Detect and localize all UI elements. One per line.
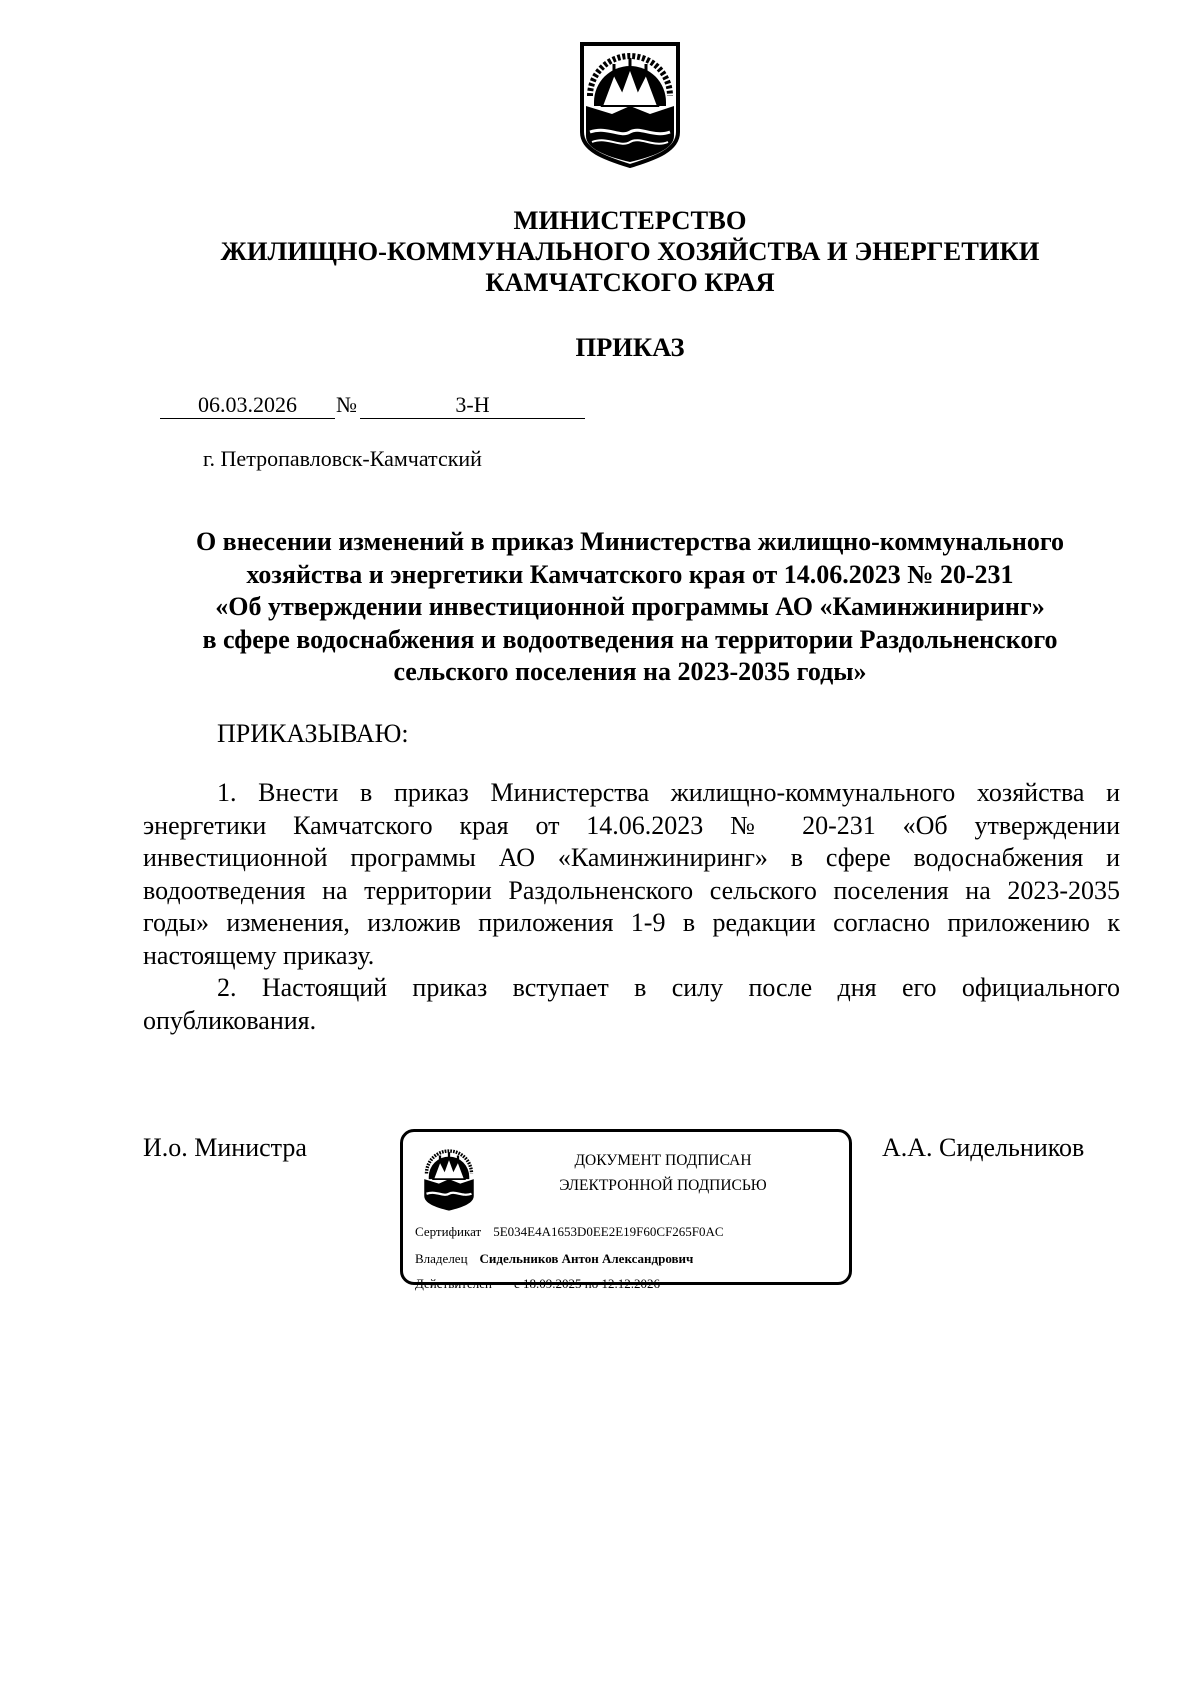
- number-sign: №: [336, 392, 357, 417]
- subject-line-5: сельского поселения на 2023-2035 годы»: [393, 657, 867, 686]
- stamp-certificate-row: [415, 1224, 724, 1240]
- stamp-owner-row: [415, 1251, 693, 1267]
- certificate-label: Сертификат: [415, 1224, 482, 1239]
- order-body: [143, 777, 1120, 1037]
- order-item-1: 1. Внести в приказ Министерства жилищно-коммунального хозяйства и энергетики Камчатского края от 14.06.2023 № 20-231 «Об утверждении инвестиционной программы АО «Каминжиниринг» в сфере водоснабжения и водоотведения на территории Раздольненского сельского поселения на 2023-2035 годы» изменения, изложив приложения 1-9 в редакции согласно приложению к настоящему приказу.: [143, 778, 1120, 970]
- validity-label: Действителен: [415, 1276, 492, 1291]
- stamp-validity-row: [415, 1276, 660, 1292]
- ministry-line-2: ЖИЛИЩНО-КОММУНАЛЬНОГО ХОЗЯЙСТВА И ЭНЕРГЕТИКИ: [220, 236, 1040, 266]
- order-item-2: 2. Настоящий приказ вступает в силу после дня его официального опубликования.: [143, 973, 1120, 1035]
- order-subject: [120, 526, 1140, 689]
- ministry-line-1: МИНИСТЕРСТВО: [513, 205, 747, 235]
- stamp-title: [493, 1148, 833, 1198]
- validity-value: с 18.09.2025 по 12.12.2026: [513, 1276, 660, 1291]
- ministry-line-3: КАМЧАТСКОГО КРАЯ: [485, 267, 775, 297]
- owner-label: Владелец: [415, 1251, 468, 1266]
- ministry-name: [100, 205, 1160, 298]
- electronic-signature-stamp: [400, 1129, 852, 1291]
- city: г. Петропавловск-Камчатский: [203, 446, 482, 471]
- signatory-position: И.о. Министра: [143, 1133, 307, 1162]
- order-date: 06.03.2026: [160, 392, 335, 419]
- subject-line-1: О внесении изменений в приказ Министерства жилищно-коммунального: [195, 527, 1065, 556]
- owner-value: Сидельников Антон Александрович: [479, 1251, 694, 1266]
- subject-line-3: «Об утверждении инвестиционной программы АО «Каминжиниринг»: [215, 592, 1045, 621]
- document-type: ПРИКАЗ: [575, 332, 685, 362]
- signatory-name: А.А. Сидельников: [882, 1133, 1085, 1162]
- order-keyword: ПРИКАЗЫВАЮ:: [217, 719, 409, 748]
- order-number: 3-Н: [360, 392, 585, 419]
- coat-of-arms-icon: [578, 40, 682, 168]
- coat-of-arms-icon: [419, 1142, 479, 1214]
- subject-line-4: в сфере водоснабжения и водоотведения на территории Раздольненского: [202, 624, 1058, 654]
- subject-line-2: хозяйства и энергетики Камчатского края от 14.06.2023 № 20-231: [246, 559, 1014, 589]
- stamp-title-line-1: ДОКУМЕНТ ПОДПИСАН: [574, 1152, 752, 1169]
- certificate-value: 5E034E4A1653D0EE2E19F60CF265F0AC: [493, 1224, 724, 1239]
- stamp-title-line-2: ЭЛЕКТРОННОЙ ПОДПИСЬЮ: [559, 1177, 767, 1194]
